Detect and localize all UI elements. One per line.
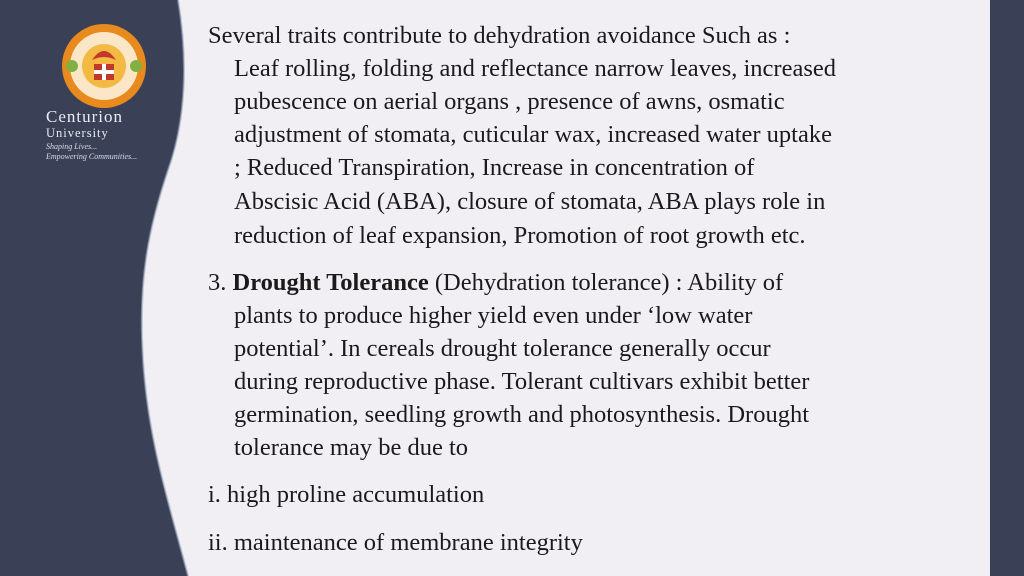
para1-line-2: Leaf rolling, folding and reflectance narrow leaves, increased xyxy=(234,55,836,82)
point3-line-2: plants to produce higher yield even under ‘low water xyxy=(234,302,753,329)
point3-line-6: tolerance may be due to xyxy=(234,434,469,461)
point3-number: 3. xyxy=(208,269,227,296)
university-logo xyxy=(42,20,166,112)
list-item-i: i. high proline accumulation xyxy=(208,481,485,508)
brand-subname: University xyxy=(46,126,109,140)
tagline-2: Empowering Communities... xyxy=(46,152,138,161)
list-item-ii: ii. maintenance of membrane integrity xyxy=(208,529,583,556)
para1-line-5: ; Reduced Transpiration, Increase in concentration of xyxy=(234,154,755,181)
para1-line-4: adjustment of stomata, cuticular wax, increased water uptake xyxy=(234,121,832,148)
point3-first-rest: (Dehydration tolerance) : Ability of xyxy=(434,269,784,296)
para1-line-6: Abscisic Acid (ABA), closure of stomata, ABA plays role in xyxy=(234,188,826,215)
point3-line-4: during reproductive phase. Tolerant cultivars exhibit better xyxy=(234,368,810,395)
point3-line-5: germination, seedling growth and photosynthesis. Drought xyxy=(234,401,809,428)
para1-line-1: Several traits contribute to dehydration avoidance Such as : xyxy=(208,22,791,49)
point3-line-3: potential’. In cereals drought tolerance generally occur xyxy=(234,335,771,362)
brand-name: Centurion xyxy=(46,107,123,126)
point3-heading: Drought Tolerance xyxy=(232,269,429,296)
point3-first-line xyxy=(208,268,783,298)
tagline-1: Shaping Lives... xyxy=(46,142,98,151)
para1-line-3: pubescence on aerial organs , presence of awns, osmatic xyxy=(234,88,785,115)
para1-line-7: reduction of leaf expansion, Promotion of root growth etc. xyxy=(234,222,806,249)
right-edge-bar xyxy=(990,0,1024,576)
